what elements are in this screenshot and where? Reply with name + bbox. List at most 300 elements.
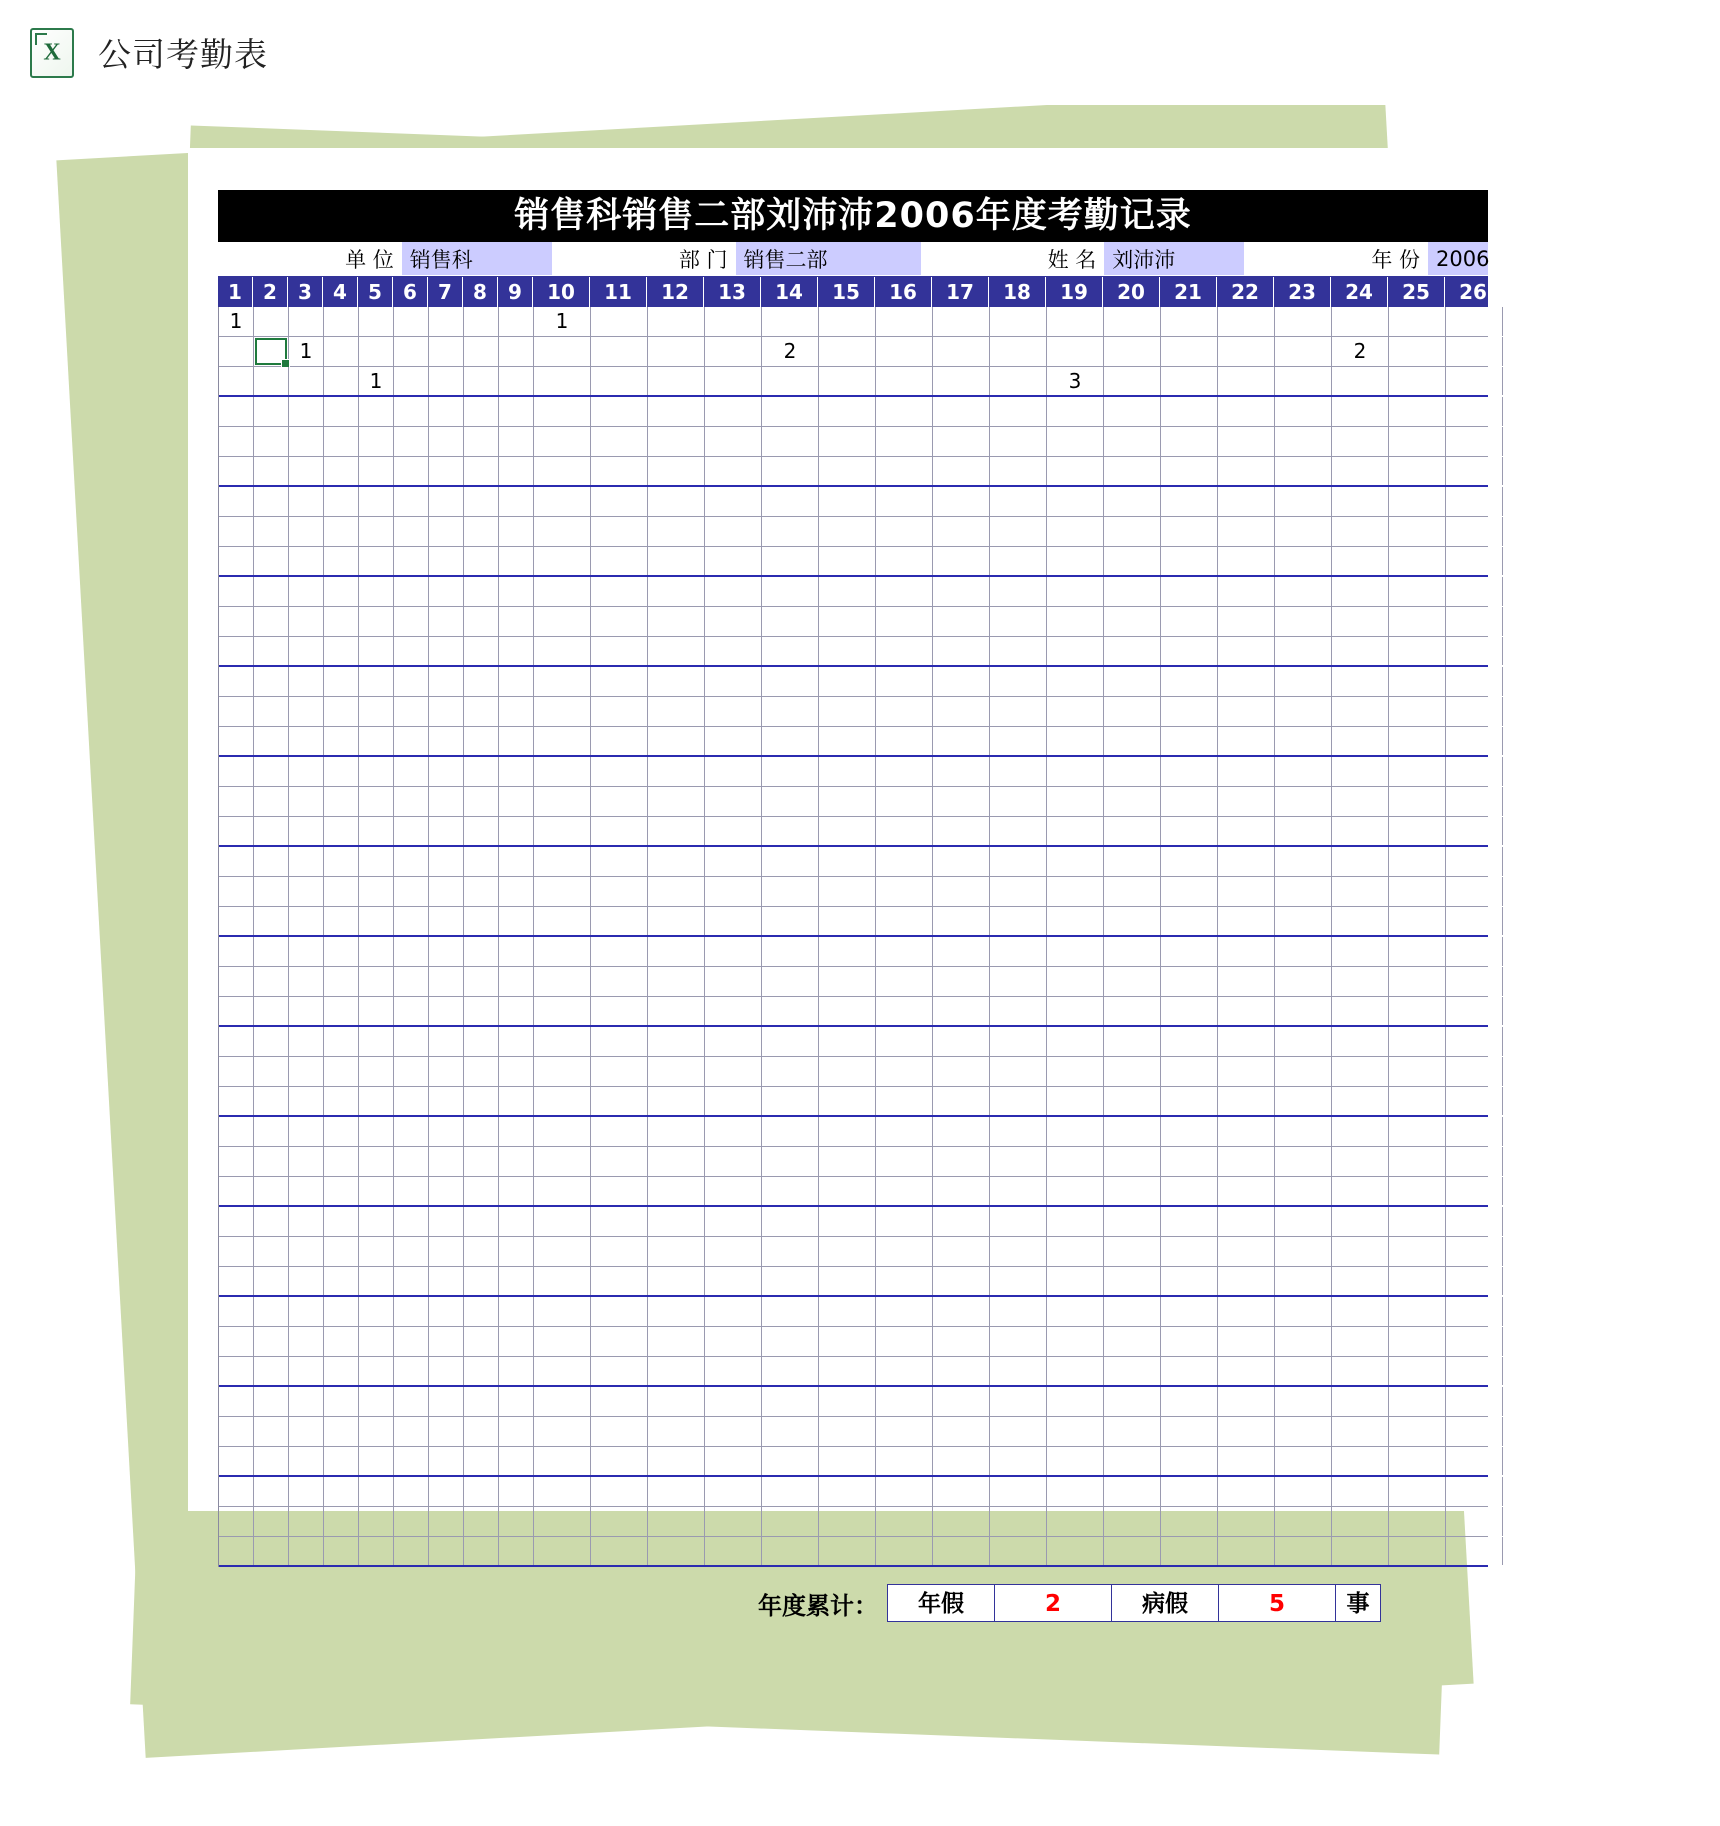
grid-cell[interactable] — [591, 547, 648, 575]
grid-cell[interactable] — [933, 667, 990, 696]
grid-cell[interactable] — [394, 1087, 429, 1115]
grid-cell[interactable] — [648, 397, 705, 426]
grid-cell[interactable] — [289, 1387, 324, 1416]
grid-cell[interactable] — [1332, 457, 1389, 485]
grid-cell[interactable] — [534, 817, 591, 845]
day-header-3[interactable]: 3 — [288, 277, 323, 307]
grid-cell[interactable] — [1104, 607, 1161, 636]
grid-cell[interactable] — [464, 757, 499, 786]
grid-cell[interactable] — [1161, 937, 1218, 966]
grid-cell[interactable] — [359, 487, 394, 516]
grid-cell[interactable] — [762, 1207, 819, 1236]
grid-row[interactable] — [219, 1117, 1488, 1147]
grid-cell[interactable] — [1389, 1057, 1446, 1086]
grid-cell[interactable] — [324, 1237, 359, 1266]
grid-cell[interactable] — [933, 1057, 990, 1086]
grid-cell[interactable] — [591, 1537, 648, 1565]
grid-cell[interactable] — [219, 517, 254, 546]
grid-row[interactable] — [219, 997, 1488, 1027]
grid-cell[interactable] — [429, 727, 464, 755]
grid-cell[interactable] — [1275, 1027, 1332, 1056]
grid-cell[interactable] — [219, 1357, 254, 1385]
grid-row[interactable] — [219, 1537, 1488, 1567]
grid-cell[interactable] — [219, 1477, 254, 1506]
grid-cell[interactable] — [1446, 1357, 1503, 1385]
grid-cell[interactable] — [1332, 817, 1389, 845]
grid-cell[interactable] — [1161, 697, 1218, 726]
grid-cell[interactable] — [990, 1057, 1047, 1086]
grid-cell[interactable] — [1332, 637, 1389, 665]
grid-cell[interactable] — [1275, 1477, 1332, 1506]
grid-cell[interactable] — [762, 937, 819, 966]
grid-cell[interactable] — [591, 787, 648, 816]
grid-cell[interactable] — [762, 1177, 819, 1205]
grid-cell[interactable] — [876, 1117, 933, 1146]
grid-cell[interactable] — [1389, 1267, 1446, 1295]
grid-cell[interactable] — [429, 1087, 464, 1115]
grid-cell[interactable] — [1389, 637, 1446, 665]
grid-cell[interactable] — [394, 1417, 429, 1446]
grid-cell[interactable] — [1047, 1117, 1104, 1146]
grid-cell[interactable] — [705, 877, 762, 906]
grid-cell[interactable] — [464, 697, 499, 726]
grid-cell[interactable] — [876, 1177, 933, 1205]
grid-cell[interactable] — [1389, 517, 1446, 546]
grid-cell[interactable] — [876, 1207, 933, 1236]
grid-cell[interactable] — [762, 637, 819, 665]
grid-row[interactable] — [219, 577, 1488, 607]
grid-cell[interactable]: 3 — [1047, 367, 1104, 395]
grid-cell[interactable] — [289, 1417, 324, 1446]
grid-cell[interactable] — [819, 1207, 876, 1236]
grid-cell[interactable] — [324, 1057, 359, 1086]
grid-cell[interactable] — [464, 1177, 499, 1205]
grid-cell[interactable] — [591, 667, 648, 696]
grid-cell[interactable] — [819, 307, 876, 336]
grid-cell[interactable] — [289, 667, 324, 696]
grid-cell[interactable] — [464, 847, 499, 876]
grid-cell[interactable] — [1446, 397, 1503, 426]
grid-cell[interactable] — [1389, 697, 1446, 726]
grid-cell[interactable] — [762, 1267, 819, 1295]
grid-cell[interactable] — [464, 1027, 499, 1056]
grid-cell[interactable] — [394, 907, 429, 935]
grid-cell[interactable] — [1104, 757, 1161, 786]
grid-row[interactable] — [219, 1297, 1488, 1327]
grid-cell[interactable] — [324, 517, 359, 546]
grid-cell[interactable] — [289, 1327, 324, 1356]
grid-cell[interactable] — [705, 517, 762, 546]
grid-cell[interactable] — [933, 877, 990, 906]
grid-cell[interactable] — [705, 1477, 762, 1506]
grid-cell[interactable] — [762, 457, 819, 485]
grid-cell[interactable] — [464, 937, 499, 966]
grid-cell[interactable] — [219, 1537, 254, 1565]
grid-cell[interactable] — [1104, 997, 1161, 1025]
grid-cell[interactable] — [591, 1057, 648, 1086]
grid-cell[interactable] — [990, 1207, 1047, 1236]
grid-cell[interactable] — [819, 1237, 876, 1266]
grid-cell[interactable] — [254, 517, 289, 546]
grid-cell[interactable] — [1161, 1507, 1218, 1536]
grid-cell[interactable] — [591, 457, 648, 485]
grid-cell[interactable] — [1446, 1117, 1503, 1146]
grid-cell[interactable] — [933, 1387, 990, 1416]
grid-cell[interactable] — [254, 1537, 289, 1565]
grid-cell[interactable] — [762, 307, 819, 336]
grid-cell[interactable] — [933, 1507, 990, 1536]
grid-cell[interactable] — [219, 427, 254, 456]
grid-cell[interactable] — [1275, 1357, 1332, 1385]
grid-cell[interactable] — [394, 487, 429, 516]
grid-cell[interactable] — [990, 877, 1047, 906]
grid-cell[interactable] — [990, 1237, 1047, 1266]
grid-cell[interactable] — [1218, 1477, 1275, 1506]
grid-cell[interactable] — [429, 547, 464, 575]
grid-cell[interactable] — [1275, 817, 1332, 845]
grid-cell[interactable] — [429, 427, 464, 456]
grid-cell[interactable] — [648, 307, 705, 336]
grid-cell[interactable] — [254, 1057, 289, 1086]
grid-cell[interactable] — [1161, 1237, 1218, 1266]
grid-cell[interactable] — [1047, 607, 1104, 636]
grid-cell[interactable] — [648, 997, 705, 1025]
grid-cell[interactable] — [1104, 1387, 1161, 1416]
grid-cell[interactable] — [933, 397, 990, 426]
grid-cell[interactable] — [534, 667, 591, 696]
grid-cell[interactable] — [1389, 1327, 1446, 1356]
grid-cell[interactable] — [648, 877, 705, 906]
grid-cell[interactable] — [1218, 607, 1275, 636]
grid-cell[interactable] — [324, 547, 359, 575]
grid-cell[interactable] — [591, 1357, 648, 1385]
grid-cell[interactable] — [219, 727, 254, 755]
grid-cell[interactable] — [819, 1057, 876, 1086]
grid-cell[interactable] — [1389, 427, 1446, 456]
grid-cell[interactable] — [933, 817, 990, 845]
grid-cell[interactable] — [819, 937, 876, 966]
grid-cell[interactable] — [534, 1297, 591, 1326]
grid-cell[interactable] — [464, 1477, 499, 1506]
grid-cell[interactable] — [1104, 697, 1161, 726]
grid-cell[interactable] — [429, 367, 464, 395]
grid-cell[interactable] — [499, 757, 534, 786]
grid-cell[interactable] — [1161, 1357, 1218, 1385]
day-header-22[interactable]: 22 — [1217, 277, 1274, 307]
grid-cell[interactable] — [648, 607, 705, 636]
grid-cell[interactable] — [762, 1057, 819, 1086]
grid-cell[interactable] — [324, 1297, 359, 1326]
grid-cell[interactable] — [990, 1117, 1047, 1146]
grid-cell[interactable] — [1161, 1387, 1218, 1416]
grid-cell[interactable] — [499, 607, 534, 636]
grid-cell[interactable] — [429, 877, 464, 906]
grid-cell[interactable] — [876, 1237, 933, 1266]
grid-cell[interactable] — [289, 367, 324, 395]
grid-cell[interactable] — [219, 1147, 254, 1176]
grid-cell[interactable] — [1446, 877, 1503, 906]
grid-cell[interactable] — [464, 1537, 499, 1565]
grid-cell[interactable] — [324, 367, 359, 395]
grid-cell[interactable] — [1275, 727, 1332, 755]
grid-cell[interactable] — [1446, 1477, 1503, 1506]
grid-cell[interactable] — [429, 637, 464, 665]
grid-cell[interactable] — [1047, 847, 1104, 876]
grid-cell[interactable] — [499, 1447, 534, 1475]
grid-cell[interactable] — [534, 547, 591, 575]
grid-cell[interactable] — [1047, 817, 1104, 845]
grid-cell[interactable] — [1218, 1387, 1275, 1416]
grid-cell[interactable] — [1275, 397, 1332, 426]
grid-cell[interactable]: 1 — [289, 337, 324, 366]
grid-cell[interactable] — [289, 1537, 324, 1565]
grid-cell[interactable] — [1218, 1117, 1275, 1146]
grid-cell[interactable] — [876, 397, 933, 426]
grid-cell[interactable] — [1446, 547, 1503, 575]
grid-cell[interactable] — [990, 1417, 1047, 1446]
grid-cell[interactable] — [1389, 817, 1446, 845]
grid-cell[interactable] — [289, 937, 324, 966]
grid-cell[interactable] — [254, 397, 289, 426]
grid-cell[interactable] — [534, 967, 591, 996]
grid-cell[interactable] — [819, 1477, 876, 1506]
grid-cell[interactable] — [499, 1537, 534, 1565]
grid-cell[interactable] — [705, 1027, 762, 1056]
grid-cell[interactable] — [464, 1237, 499, 1266]
grid-cell[interactable] — [1047, 1267, 1104, 1295]
grid-cell[interactable] — [324, 307, 359, 336]
grid-cell[interactable] — [534, 697, 591, 726]
grid-cell[interactable] — [1275, 997, 1332, 1025]
grid-cell[interactable] — [705, 487, 762, 516]
grid-cell[interactable] — [1161, 757, 1218, 786]
grid-cell[interactable] — [1161, 1147, 1218, 1176]
grid-cell[interactable] — [648, 1147, 705, 1176]
grid-cell[interactable] — [1047, 547, 1104, 575]
grid-cell[interactable] — [933, 1477, 990, 1506]
grid-cell[interactable] — [324, 457, 359, 485]
grid-cell[interactable] — [1332, 1207, 1389, 1236]
grid-cell[interactable] — [762, 967, 819, 996]
grid-cell[interactable] — [933, 457, 990, 485]
grid-cell[interactable] — [254, 1177, 289, 1205]
grid-cell[interactable] — [359, 1087, 394, 1115]
grid-cell[interactable] — [254, 637, 289, 665]
total-value-annual-leave[interactable]: 2 — [994, 1584, 1112, 1622]
grid-cell[interactable] — [1161, 1027, 1218, 1056]
grid-cell[interactable] — [1161, 307, 1218, 336]
grid-cell[interactable] — [289, 457, 324, 485]
grid-cell[interactable] — [499, 397, 534, 426]
grid-cell[interactable] — [990, 667, 1047, 696]
grid-cell[interactable] — [219, 907, 254, 935]
day-header-9[interactable]: 9 — [498, 277, 533, 307]
grid-cell[interactable] — [359, 997, 394, 1025]
grid-cell[interactable] — [324, 1117, 359, 1146]
grid-cell[interactable] — [219, 457, 254, 485]
grid-cell[interactable] — [254, 1087, 289, 1115]
grid-cell[interactable] — [1332, 607, 1389, 636]
grid-cell[interactable] — [762, 487, 819, 516]
grid-cell[interactable] — [219, 757, 254, 786]
grid-cell[interactable] — [499, 1477, 534, 1506]
grid-cell[interactable] — [254, 877, 289, 906]
grid-cell[interactable] — [394, 1387, 429, 1416]
grid-cell[interactable] — [219, 1027, 254, 1056]
grid-cell[interactable] — [819, 1327, 876, 1356]
grid-cell[interactable] — [429, 757, 464, 786]
grid-cell[interactable] — [762, 1117, 819, 1146]
grid-cell[interactable] — [591, 727, 648, 755]
grid-cell[interactable] — [762, 367, 819, 395]
grid-cell[interactable] — [1389, 1237, 1446, 1266]
grid-row[interactable] — [219, 1147, 1488, 1177]
grid-cell[interactable] — [254, 1117, 289, 1146]
grid-cell[interactable] — [394, 1027, 429, 1056]
grid-row[interactable] — [219, 667, 1488, 697]
grid-cell[interactable] — [289, 1087, 324, 1115]
grid-cell[interactable] — [324, 1087, 359, 1115]
day-header-17[interactable]: 17 — [932, 277, 989, 307]
grid-cell[interactable] — [705, 427, 762, 456]
grid-cell[interactable] — [762, 427, 819, 456]
grid-cell[interactable] — [429, 1417, 464, 1446]
grid-cell[interactable] — [1446, 427, 1503, 456]
grid-cell[interactable] — [1446, 937, 1503, 966]
grid-cell[interactable] — [464, 1147, 499, 1176]
grid-cell[interactable] — [1161, 367, 1218, 395]
grid-cell[interactable] — [1104, 907, 1161, 935]
grid-cell[interactable] — [359, 517, 394, 546]
grid-cell[interactable] — [819, 907, 876, 935]
day-header-13[interactable]: 13 — [704, 277, 761, 307]
grid-cell[interactable] — [429, 817, 464, 845]
grid-cell[interactable] — [219, 607, 254, 636]
grid-cell[interactable] — [219, 697, 254, 726]
grid-cell[interactable] — [254, 967, 289, 996]
grid-cell[interactable] — [1104, 967, 1161, 996]
grid-cell[interactable] — [1218, 967, 1275, 996]
grid-cell[interactable] — [429, 1477, 464, 1506]
grid-cell[interactable] — [933, 997, 990, 1025]
grid-cell[interactable] — [324, 967, 359, 996]
grid-cell[interactable] — [1104, 1207, 1161, 1236]
grid-cell[interactable] — [254, 1447, 289, 1475]
grid-cell[interactable] — [1275, 757, 1332, 786]
grid-cell[interactable] — [648, 667, 705, 696]
grid-cell[interactable] — [1446, 757, 1503, 786]
grid-cell[interactable] — [1161, 517, 1218, 546]
grid-cell[interactable] — [819, 367, 876, 395]
day-header-25[interactable]: 25 — [1388, 277, 1445, 307]
grid-cell[interactable] — [819, 817, 876, 845]
grid-cell[interactable] — [1332, 1147, 1389, 1176]
grid-cell[interactable] — [1047, 1507, 1104, 1536]
grid-cell[interactable] — [990, 427, 1047, 456]
grid-cell[interactable] — [429, 1237, 464, 1266]
grid-cell[interactable] — [254, 1147, 289, 1176]
grid-cell[interactable] — [1047, 877, 1104, 906]
grid-cell[interactable] — [990, 1447, 1047, 1475]
grid-cell[interactable] — [394, 757, 429, 786]
grid-cell[interactable] — [1389, 1417, 1446, 1446]
grid-cell[interactable] — [648, 337, 705, 366]
grid-cell[interactable] — [289, 1027, 324, 1056]
grid-cell[interactable] — [1275, 307, 1332, 336]
grid-cell[interactable] — [933, 1117, 990, 1146]
grid-cell[interactable] — [1332, 487, 1389, 516]
grid-cell[interactable] — [876, 1027, 933, 1056]
grid-cell[interactable] — [1218, 787, 1275, 816]
grid-cell[interactable] — [876, 997, 933, 1025]
grid-cell[interactable] — [1275, 1207, 1332, 1236]
grid-cell[interactable] — [359, 1297, 394, 1326]
grid-cell[interactable] — [1275, 607, 1332, 636]
grid-cell[interactable] — [1446, 517, 1503, 546]
grid-cell[interactable] — [219, 1207, 254, 1236]
grid-cell[interactable] — [429, 667, 464, 696]
grid-cell[interactable] — [876, 817, 933, 845]
grid-cell[interactable] — [219, 577, 254, 606]
grid-cell[interactable] — [1104, 1417, 1161, 1446]
grid-cell[interactable] — [429, 577, 464, 606]
grid-cell[interactable] — [359, 1027, 394, 1056]
grid-row[interactable] — [219, 697, 1488, 727]
grid-cell[interactable] — [648, 1237, 705, 1266]
grid-cell[interactable] — [499, 1417, 534, 1446]
grid-cell[interactable] — [534, 397, 591, 426]
grid-cell[interactable] — [1218, 1177, 1275, 1205]
grid-cell[interactable] — [394, 1117, 429, 1146]
grid-cell[interactable] — [219, 1417, 254, 1446]
grid-cell[interactable] — [429, 1027, 464, 1056]
grid-cell[interactable] — [705, 1297, 762, 1326]
grid-row[interactable] — [219, 937, 1488, 967]
grid-cell[interactable] — [534, 1237, 591, 1266]
grid-cell[interactable] — [591, 397, 648, 426]
grid-cell[interactable] — [648, 1117, 705, 1146]
info-value-name[interactable]: 刘沛沛 — [1104, 242, 1244, 275]
grid-cell[interactable] — [819, 1147, 876, 1176]
grid-cell[interactable] — [1389, 757, 1446, 786]
grid-cell[interactable] — [648, 1417, 705, 1446]
grid-cell[interactable] — [1218, 337, 1275, 366]
grid-cell[interactable] — [534, 457, 591, 485]
grid-cell[interactable] — [1218, 667, 1275, 696]
grid-cell[interactable] — [324, 427, 359, 456]
grid-cell[interactable] — [705, 1537, 762, 1565]
grid-cell[interactable] — [648, 1447, 705, 1475]
grid-cell[interactable] — [1218, 877, 1275, 906]
grid-cell[interactable] — [819, 577, 876, 606]
grid-cell[interactable] — [591, 1327, 648, 1356]
grid-cell[interactable] — [1161, 1327, 1218, 1356]
grid-cell[interactable] — [819, 1177, 876, 1205]
grid-cell[interactable] — [1275, 1237, 1332, 1266]
grid-cell[interactable] — [394, 337, 429, 366]
grid-cell[interactable] — [289, 517, 324, 546]
grid-cell[interactable] — [324, 607, 359, 636]
grid-cell[interactable] — [1389, 1537, 1446, 1565]
grid-cell[interactable] — [1275, 847, 1332, 876]
grid-cell[interactable] — [1161, 547, 1218, 575]
grid-cell[interactable] — [1275, 337, 1332, 366]
grid-cell[interactable] — [1047, 1297, 1104, 1326]
grid-cell[interactable] — [254, 487, 289, 516]
grid-cell[interactable] — [648, 457, 705, 485]
grid-cell[interactable] — [429, 607, 464, 636]
grid-cell[interactable] — [1389, 1207, 1446, 1236]
